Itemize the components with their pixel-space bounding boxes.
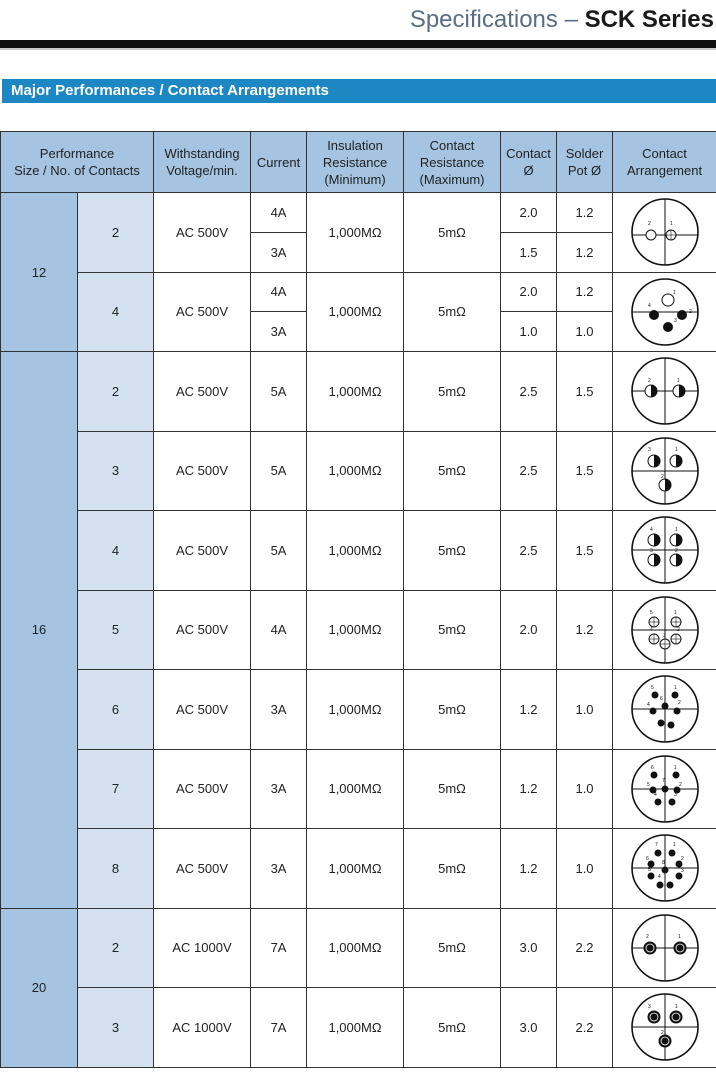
- pin-number: 1: [674, 1004, 678, 1011]
- contact-pin: [650, 771, 657, 778]
- col-insulation-line1: Insulation: [327, 137, 383, 153]
- current-cell: 3A: [251, 312, 307, 352]
- col-performance-line1: Performance: [39, 146, 115, 161]
- pin-number: 6: [659, 696, 663, 703]
- arrangement-cell: [613, 272, 716, 352]
- table-row: [1, 431, 716, 511]
- table-row: [1, 272, 716, 312]
- contact-arrangement-diagram: [629, 514, 701, 586]
- current-cell: 3A: [251, 749, 307, 829]
- pin-number: 1: [676, 378, 680, 385]
- contact-dia-cell: 2.5: [501, 352, 557, 432]
- contact-dia-cell: 2.0: [501, 272, 557, 312]
- solder-pot-cell: 1.5: [557, 511, 613, 591]
- voltage-cell: AC 1000V: [154, 988, 251, 1068]
- title-prefix: Specifications –: [409, 6, 585, 33]
- contact-arrangement-diagram: [629, 355, 701, 427]
- contact-arrangement-diagram: [629, 753, 701, 825]
- page-title: [410, 6, 714, 34]
- current-cell: 3A: [251, 232, 307, 272]
- pin-number: 3: [647, 1004, 651, 1011]
- table-row: [1, 590, 716, 670]
- contact-arrangement-diagram: [629, 673, 701, 745]
- current-cell: 3A: [251, 670, 307, 750]
- table-row: [1, 193, 716, 233]
- col-insulation-line3: (Minimum): [324, 171, 386, 187]
- arrangement-cell: [613, 829, 716, 909]
- contact-dia-cell: 2.0: [501, 590, 557, 670]
- solder-pot-cell: 1.2: [557, 193, 613, 233]
- pin-number: 1: [672, 842, 676, 849]
- resistance-cell: 5mΩ: [404, 511, 501, 591]
- col-cr-line1: Contact: [429, 137, 475, 153]
- insulation-cell: 1,000MΩ: [307, 908, 404, 988]
- contact-pin: [646, 230, 656, 240]
- pin-number: 2: [645, 933, 649, 940]
- title-series: SCK Series: [584, 6, 714, 33]
- resistance-cell: 5mΩ: [404, 431, 501, 511]
- voltage-cell: AC 500V: [154, 431, 251, 511]
- pin-number: 5: [647, 867, 651, 874]
- resistance-cell: 5mΩ: [404, 988, 501, 1068]
- contact-dia-cell: 1.0: [501, 312, 557, 352]
- contacts-cell: 2: [78, 352, 154, 432]
- col-current-line1: Current: [256, 154, 301, 170]
- contact-pin: [656, 882, 663, 889]
- current-cell: 7A: [251, 988, 307, 1068]
- solder-pot-cell: 1.2: [557, 232, 613, 272]
- contact-pin: [647, 873, 654, 880]
- pin-number: 1: [674, 527, 678, 534]
- pin-number: 4: [647, 302, 651, 309]
- current-cell: 4A: [251, 272, 307, 312]
- insulation-cell: 1,000MΩ: [307, 829, 404, 909]
- pin-number: 2: [678, 781, 682, 788]
- contact-pin: [663, 322, 673, 332]
- contact-arrangement-diagram: [629, 832, 701, 904]
- current-cell: 5A: [251, 352, 307, 432]
- pin-number: 1: [669, 221, 673, 228]
- contacts-cell: 2: [78, 193, 154, 273]
- arrangement-cell: [613, 590, 716, 670]
- voltage-cell: AC 500V: [154, 749, 251, 829]
- solder-pot-cell: 1.5: [557, 431, 613, 511]
- pin-number: 7: [661, 777, 665, 784]
- col-cr-line2: Resistance: [419, 154, 485, 170]
- contact-arrangement-diagram: [629, 435, 701, 507]
- current-cell: 4A: [251, 193, 307, 233]
- pin-number: 4: [649, 626, 653, 633]
- pin-number: 5: [646, 781, 650, 788]
- pin-number: 1: [673, 764, 677, 771]
- insulation-cell: 1,000MΩ: [307, 749, 404, 829]
- col-cr-line3: (Maximum): [419, 171, 485, 187]
- contact-dia-cell: 1.2: [501, 749, 557, 829]
- table-row: [1, 988, 716, 1068]
- pin-number: 5: [650, 685, 654, 692]
- contacts-cell: 6: [78, 670, 154, 750]
- contact-pin: [673, 708, 680, 715]
- contact-dia-cell: 2.5: [501, 511, 557, 591]
- arrangement-cell: [613, 670, 716, 750]
- current-cell: 3A: [251, 829, 307, 909]
- pin-number: 4: [646, 702, 650, 709]
- pin-number: 2: [674, 548, 678, 555]
- contact-arrangement-diagram: [629, 196, 701, 268]
- resistance-cell: 5mΩ: [404, 829, 501, 909]
- contact-dia-cell: 3.0: [501, 908, 557, 988]
- contact-dia-cell: 2.0: [501, 193, 557, 233]
- pin-number: 4: [649, 527, 653, 534]
- table-row: [1, 908, 716, 988]
- solder-pot-cell: 2.2: [557, 988, 613, 1068]
- insulation-cell: 1,000MΩ: [307, 511, 404, 591]
- resistance-cell: 5mΩ: [404, 193, 501, 273]
- col-insulation: [307, 132, 404, 193]
- pin-number: 7: [654, 842, 658, 849]
- solder-pot-cell: 1.2: [557, 590, 613, 670]
- insulation-cell: 1,000MΩ: [307, 193, 404, 273]
- pin-number: 2: [680, 856, 684, 863]
- solder-pot-cell: 1.5: [557, 352, 613, 432]
- col-voltage-line1: Withstanding: [164, 146, 240, 161]
- spec-table-body: [1, 193, 716, 1068]
- arrangement-cell: [613, 749, 716, 829]
- pin-number: 3: [673, 791, 677, 798]
- col-sp-line1: Solder: [565, 146, 604, 161]
- pin-number: 3: [649, 548, 653, 555]
- contact-pin: [651, 692, 658, 699]
- resistance-cell: 5mΩ: [404, 272, 501, 352]
- contact-pin: [661, 785, 668, 792]
- arrangement-cell: [613, 352, 716, 432]
- pin-number: 2: [647, 378, 651, 385]
- arrangement-cell: [613, 511, 716, 591]
- pin-number: 1: [673, 685, 677, 692]
- voltage-cell: AC 500V: [154, 590, 251, 670]
- header-row: [1, 132, 716, 193]
- header-rule: [0, 40, 716, 48]
- pin-number: 1: [672, 289, 676, 296]
- pin-number: 4: [657, 874, 661, 881]
- pin-number: 2: [688, 308, 692, 315]
- current-cell: 5A: [251, 511, 307, 591]
- pin-number: 6: [650, 764, 654, 771]
- col-arrangement: [613, 132, 716, 193]
- pin-number: 6: [645, 856, 649, 863]
- contact-pin: [671, 692, 678, 699]
- table-row: [1, 829, 716, 909]
- contact-pin: [649, 708, 656, 715]
- contacts-cell: 3: [78, 988, 154, 1068]
- contacts-cell: 4: [78, 272, 154, 352]
- contacts-cell: 3: [78, 431, 154, 511]
- current-cell: 5A: [251, 431, 307, 511]
- section-title: Major Performances / Contact Arrangements: [2, 79, 716, 103]
- resistance-cell: 5mΩ: [404, 352, 501, 432]
- pin-number: 2: [660, 473, 664, 480]
- resistance-cell: 5mΩ: [404, 749, 501, 829]
- solder-pot-cell: 1.0: [557, 829, 613, 909]
- pin-number: 3: [662, 632, 666, 639]
- contact-arrangement-diagram: [629, 276, 701, 348]
- contact-pin: [677, 310, 687, 320]
- table-row: [1, 670, 716, 750]
- col-performance-line2: Size / No. of Contacts: [14, 163, 140, 178]
- voltage-cell: AC 500V: [154, 272, 251, 352]
- contact-dia-cell: 1.5: [501, 232, 557, 272]
- size-cell: 12: [1, 193, 78, 352]
- solder-pot-cell: 1.0: [557, 670, 613, 750]
- pin-number: 8: [661, 860, 665, 867]
- contact-pin: [661, 867, 668, 874]
- contact-pin: [672, 771, 679, 778]
- contact-dia-cell: 2.5: [501, 431, 557, 511]
- voltage-cell: AC 500V: [154, 352, 251, 432]
- contact-pin: [668, 850, 675, 857]
- contacts-cell: 7: [78, 749, 154, 829]
- voltage-cell: AC 500V: [154, 670, 251, 750]
- pin-number: 3: [680, 868, 684, 875]
- contact-pin: [668, 798, 675, 805]
- resistance-cell: 5mΩ: [404, 908, 501, 988]
- pin-number: 5: [649, 609, 653, 616]
- contact-pin: [649, 310, 659, 320]
- pin-number: 2: [677, 700, 681, 707]
- contact-dia-cell: 1.2: [501, 670, 557, 750]
- contact-pin: [666, 882, 673, 889]
- table-row: [1, 511, 716, 591]
- solder-pot-cell: 1.0: [557, 749, 613, 829]
- pin-number: 3: [647, 446, 651, 453]
- contact-pin: [657, 720, 664, 727]
- voltage-cell: AC 500V: [154, 193, 251, 273]
- contact-dia-cell: 1.2: [501, 829, 557, 909]
- pin-number: 3: [673, 317, 677, 324]
- col-arr-line2: Arrangement: [626, 163, 703, 178]
- size-cell: 20: [1, 908, 78, 1067]
- size-cell: 16: [1, 352, 78, 909]
- col-cd-line2: Ø: [523, 163, 534, 178]
- insulation-cell: 1,000MΩ: [307, 352, 404, 432]
- col-contact-dia: [501, 132, 557, 193]
- current-cell: 4A: [251, 590, 307, 670]
- contacts-cell: 5: [78, 590, 154, 670]
- contacts-cell: 8: [78, 829, 154, 909]
- pin-number: 4: [653, 791, 657, 798]
- contact-pin: [654, 850, 661, 857]
- contact-pin: [654, 798, 661, 805]
- pin-number: 1: [677, 933, 681, 940]
- contact-arrangement-diagram: [629, 912, 701, 984]
- pin-number: 2: [660, 1030, 664, 1037]
- contact-arrangement-diagram: [629, 991, 701, 1063]
- contacts-cell: 4: [78, 511, 154, 591]
- col-current: [251, 132, 307, 193]
- contact-dia-cell: 3.0: [501, 988, 557, 1068]
- col-insulation-line2: Resistance: [322, 154, 388, 170]
- solder-pot-cell: 1.2: [557, 272, 613, 312]
- col-cd-line1: Contact: [506, 146, 551, 161]
- insulation-cell: 1,000MΩ: [307, 988, 404, 1068]
- col-voltage: [154, 132, 251, 193]
- arrangement-cell: [613, 431, 716, 511]
- voltage-cell: AC 1000V: [154, 908, 251, 988]
- col-contact-resistance: [404, 132, 501, 193]
- col-voltage-line2: Voltage/min.: [166, 163, 238, 178]
- insulation-cell: 1,000MΩ: [307, 272, 404, 352]
- contact-arrangement-diagram: [629, 594, 701, 666]
- solder-pot-cell: 2.2: [557, 908, 613, 988]
- col-arr-line1: Contact: [642, 146, 687, 161]
- page-header: [0, 0, 716, 50]
- insulation-cell: 1,000MΩ: [307, 431, 404, 511]
- contacts-cell: 2: [78, 908, 154, 988]
- arrangement-cell: [613, 193, 716, 273]
- contact-pin: [667, 722, 674, 729]
- voltage-cell: AC 500V: [154, 511, 251, 591]
- arrangement-cell: [613, 908, 716, 988]
- header-rule-shadow: [0, 48, 716, 50]
- pin-number: 1: [674, 446, 678, 453]
- table-row: [1, 749, 716, 829]
- spec-table: [0, 131, 716, 1068]
- current-cell: 7A: [251, 908, 307, 988]
- insulation-cell: 1,000MΩ: [307, 670, 404, 750]
- col-sp-line2: Pot Ø: [567, 163, 602, 178]
- pin-number: 1: [673, 609, 677, 616]
- solder-pot-cell: 1.0: [557, 312, 613, 352]
- arrangement-cell: [613, 988, 716, 1068]
- voltage-cell: AC 500V: [154, 829, 251, 909]
- col-performance: [1, 132, 154, 193]
- resistance-cell: 5mΩ: [404, 590, 501, 670]
- pin-number: 2: [647, 221, 651, 228]
- col-solder-pot: [557, 132, 613, 193]
- table-row: [1, 352, 716, 432]
- pin-number: 2: [676, 626, 680, 633]
- contact-pin: [661, 703, 668, 710]
- insulation-cell: 1,000MΩ: [307, 590, 404, 670]
- resistance-cell: 5mΩ: [404, 670, 501, 750]
